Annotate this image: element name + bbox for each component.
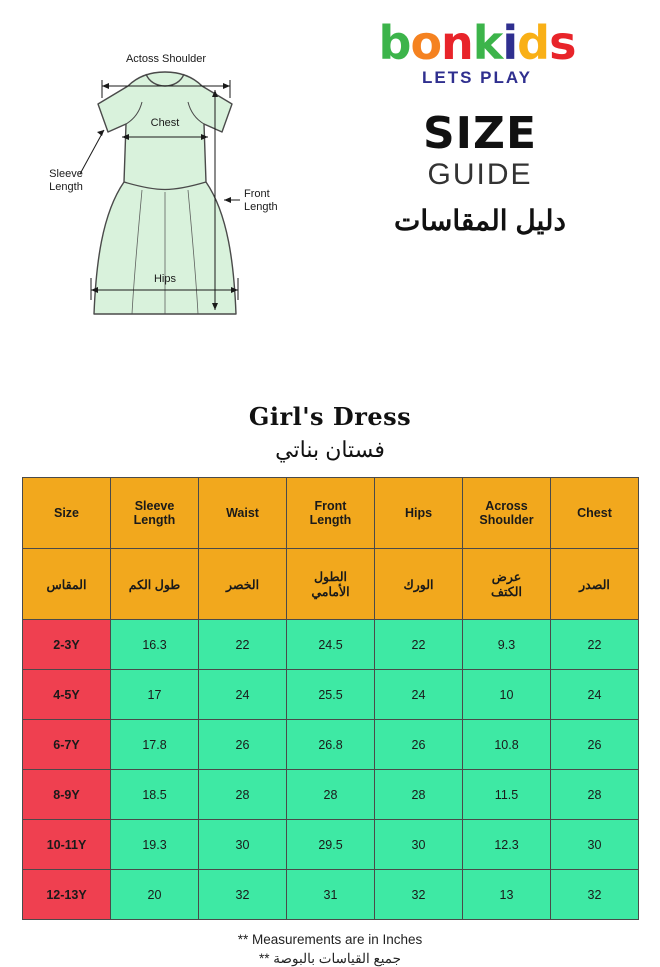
header-waist-ar-l1: الخصر: [225, 577, 260, 592]
brand-logo: [318, 16, 642, 88]
cell-sleeve-length: 20: [111, 870, 199, 920]
footnotes: [0, 932, 660, 967]
diagram-label-hips: Hips: [153, 273, 177, 285]
header-front-ar-l2: الأمامي: [311, 585, 350, 599]
header-front-l2: Length: [309, 513, 352, 527]
header-cell-waist: [199, 478, 287, 549]
cell-chest: 24: [551, 670, 639, 720]
logo-letter-d: d: [517, 16, 550, 70]
guide-heading: GUIDE: [427, 158, 533, 191]
logo-letter-k: k: [472, 16, 503, 70]
footnote-ar: جميع القياسات بالبوصة **: [259, 951, 401, 966]
header-across-l2: Shoulder: [479, 513, 534, 527]
table-row: [23, 720, 639, 770]
top-section: [0, 0, 660, 400]
header-cell-size: [23, 478, 111, 549]
cell-waist: 30: [199, 820, 287, 870]
cell-front-length: 24.5: [287, 620, 375, 670]
diagram-label-sleeve-length-line1: Sleeve: [49, 168, 83, 180]
logo-letter-b: b: [378, 16, 411, 70]
header-cell-front-length-ar: [287, 549, 375, 620]
cell-waist: 28: [199, 770, 287, 820]
cell-hips: 22: [375, 620, 463, 670]
table-row: [23, 870, 639, 920]
product-heading-block: [0, 402, 660, 463]
cell-across-shoulder: 13: [463, 870, 551, 920]
cell-hips: 28: [375, 770, 463, 820]
header-hips-l1: Hips: [404, 506, 433, 520]
arabic-heading: دليل المقاسات: [394, 205, 566, 236]
cell-across-shoulder: 9.3: [463, 620, 551, 670]
header-cell-front-length: [287, 478, 375, 549]
header-front-ar-l1: الطول: [313, 570, 348, 584]
brand-tagline: LETS PLAY: [422, 68, 532, 87]
cell-front-length: 28: [287, 770, 375, 820]
header-front-l1: Front: [314, 499, 347, 513]
size-table: [22, 477, 639, 920]
header-sleeve-l1: Sleeve: [134, 499, 175, 513]
header-waist-l1: Waist: [226, 506, 259, 520]
size-table-wrap: [0, 477, 660, 920]
cell-sleeve-length: 16.3: [111, 620, 199, 670]
header-size-l1: Size: [53, 506, 79, 520]
logo-letter-o: o: [410, 16, 442, 70]
cell-hips: 26: [375, 720, 463, 770]
cell-waist: 26: [199, 720, 287, 770]
table-header-row-en: [23, 478, 639, 549]
dress-diagram: [18, 14, 318, 344]
cell-front-length: 25.5: [287, 670, 375, 720]
header-hips-ar-l1: الورك: [403, 577, 434, 592]
cell-size: 4-5Y: [23, 670, 111, 720]
cell-chest: 22: [551, 620, 639, 670]
header-chest-l1: Chest: [577, 506, 612, 520]
header-size-ar-l1: المقاس: [46, 577, 87, 592]
cell-waist: 22: [199, 620, 287, 670]
cell-sleeve-length: 17.8: [111, 720, 199, 770]
cell-sleeve-length: 17: [111, 670, 199, 720]
cell-hips: 24: [375, 670, 463, 720]
size-heading: SIZE: [422, 108, 538, 159]
cell-across-shoulder: 11.5: [463, 770, 551, 820]
header-sleeve-ar-l1: طول الكم: [128, 577, 181, 592]
diagram-label-chest: Chest: [150, 117, 180, 129]
cell-front-length: 26.8: [287, 720, 375, 770]
header-cell-hips-ar: [375, 549, 463, 620]
cell-chest: 26: [551, 720, 639, 770]
diagram-label-sleeve-length-line2: Length: [49, 181, 83, 193]
diagram-column: [18, 14, 318, 400]
diagram-label-across-shoulder: Actoss Shoulder: [125, 53, 207, 65]
header-cell-across-shoulder: [463, 478, 551, 549]
header-cell-across-shoulder-ar: [463, 549, 551, 620]
header-cell-waist-ar: [199, 549, 287, 620]
header-cell-chest-ar: [551, 549, 639, 620]
cell-across-shoulder: 10: [463, 670, 551, 720]
header-across-ar-l1: عرض: [491, 570, 522, 584]
cell-waist: 32: [199, 870, 287, 920]
cell-across-shoulder: 10.8: [463, 720, 551, 770]
cell-sleeve-length: 19.3: [111, 820, 199, 870]
header-chest-ar-l1: الصدر: [579, 577, 610, 592]
cell-across-shoulder: 12.3: [463, 820, 551, 870]
logo-letter-i: i: [502, 16, 518, 70]
header-cell-hips: [375, 478, 463, 549]
cell-waist: 24: [199, 670, 287, 720]
cell-sleeve-length: 18.5: [111, 770, 199, 820]
branding-column: [318, 14, 642, 400]
product-name-ar: فستان بناتي: [275, 437, 385, 462]
cell-size: 12-13Y: [23, 870, 111, 920]
header-cell-sleeve-length: [111, 478, 199, 549]
header-cell-size-ar: [23, 549, 111, 620]
cell-hips: 32: [375, 870, 463, 920]
table-row: [23, 620, 639, 670]
diagram-label-front-length-line2: Length: [244, 201, 278, 213]
header-cell-chest: [551, 478, 639, 549]
footnote-en: ** Measurements are in Inches: [237, 932, 423, 947]
diagram-label-front-length-line1: Front: [244, 188, 270, 200]
header-across-ar-l2: الكتف: [491, 585, 522, 599]
cell-size: 8-9Y: [23, 770, 111, 820]
cell-size: 10-11Y: [23, 820, 111, 870]
header-across-l1: Across: [485, 499, 528, 513]
cell-hips: 30: [375, 820, 463, 870]
table-row: [23, 670, 639, 720]
cell-chest: 30: [551, 820, 639, 870]
product-name-en: Girl's Dress: [248, 402, 412, 431]
logo-letter-n: n: [441, 16, 473, 70]
cell-chest: 28: [551, 770, 639, 820]
header-cell-sleeve-length-ar: [111, 549, 199, 620]
cell-front-length: 31: [287, 870, 375, 920]
cell-chest: 32: [551, 870, 639, 920]
brand-wordmark: [318, 16, 636, 70]
table-row: [23, 770, 639, 820]
table-header-row-ar: [23, 549, 639, 620]
header-sleeve-l2: Length: [133, 513, 176, 527]
table-row: [23, 820, 639, 870]
logo-letter-s: s: [549, 16, 576, 70]
cell-front-length: 29.5: [287, 820, 375, 870]
cell-size: 6-7Y: [23, 720, 111, 770]
cell-size: 2-3Y: [23, 620, 111, 670]
